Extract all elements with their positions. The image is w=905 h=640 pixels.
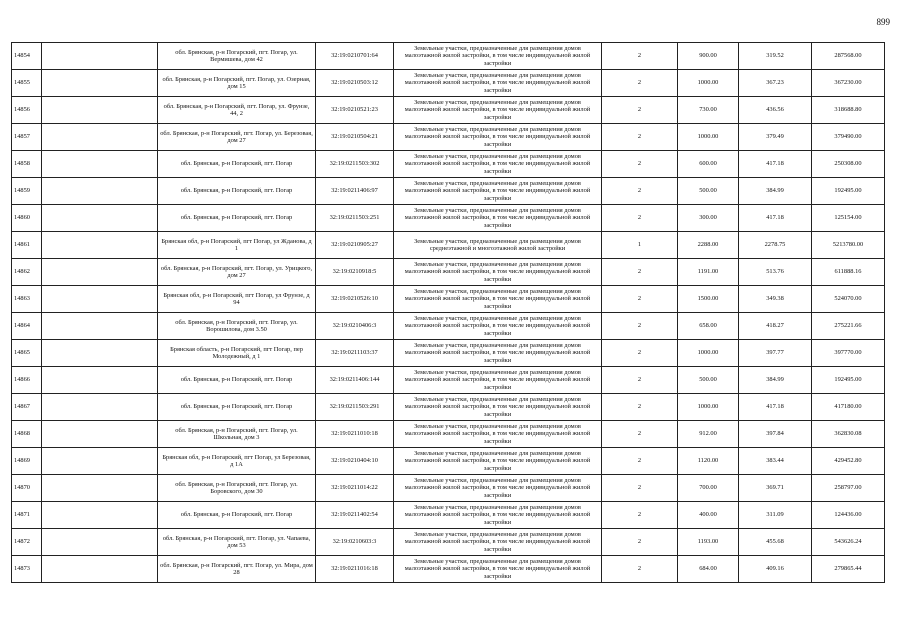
cell-area: 658.00	[678, 313, 739, 340]
cell-record-number: 14872	[12, 529, 42, 556]
cell-address: обл. Брянская, р-н Погарский, пгт. Погар, ул. Урицкого, дом 27	[158, 259, 316, 286]
cell-permitted-use: Земельные участки, предназначенные для размещения домов малоэтажной жилой застройки, в том числе индивидуальной жилой застройки	[394, 151, 602, 178]
cell-cadastral-value: 258797.00	[812, 475, 885, 502]
cell-group-code: 2	[602, 205, 678, 232]
table-row	[12, 178, 885, 205]
cell-area: 500.00	[678, 367, 739, 394]
cell-specific-value: 2278.75	[739, 232, 812, 259]
cell-permitted-use: Земельные участки, предназначенные для размещения домов среднеэтажной и многоэтажной жилой застройки	[394, 232, 602, 259]
cell-area: 1000.00	[678, 70, 739, 97]
cell-group-code: 2	[602, 259, 678, 286]
cell-permitted-use: Земельные участки, предназначенные для размещения домов малоэтажной жилой застройки, в том числе индивидуальной жилой застройки	[394, 178, 602, 205]
cell-cadastral-value: 379490.00	[812, 124, 885, 151]
cell-record-number: 14873	[12, 556, 42, 583]
cell-record-number: 14860	[12, 205, 42, 232]
cell-cadastral-number: 32:19:0210404:10	[316, 448, 394, 475]
cell-permitted-use: Земельные участки, предназначенные для размещения домов малоэтажной жилой застройки, в том числе индивидуальной жилой застройки	[394, 475, 602, 502]
cell-cadastral-number: 32:19:0211406:97	[316, 178, 394, 205]
cell-cadastral-number: 32:19:0210701:64	[316, 43, 394, 70]
cell-area: 1193.00	[678, 529, 739, 556]
cell-specific-value: 384.99	[739, 367, 812, 394]
cell-cadastral-value: 367230.00	[812, 70, 885, 97]
cell-address: обл. Брянская, р-н Погарский, пгт. Погар	[158, 367, 316, 394]
cell-cadastral-value: 397770.00	[812, 340, 885, 367]
cell-address: обл. Брянская, р-н Погарский, пгт. Погар, ул. Фрунзе, 44, 2	[158, 97, 316, 124]
cell-cadastral-number: 32:19:0210504:21	[316, 124, 394, 151]
cell-empty	[42, 340, 158, 367]
cell-cadastral-value: 250308.00	[812, 151, 885, 178]
cell-record-number: 14855	[12, 70, 42, 97]
cell-address: обл. Брянская, р-н Погарский, пгт. Погар, ул. Березовая, дом 27	[158, 124, 316, 151]
cell-specific-value: 397.77	[739, 340, 812, 367]
table-row	[12, 475, 885, 502]
table-row	[12, 421, 885, 448]
cell-specific-value: 417.18	[739, 394, 812, 421]
cell-specific-value: 319.52	[739, 43, 812, 70]
cell-record-number: 14870	[12, 475, 42, 502]
cell-specific-value: 383.44	[739, 448, 812, 475]
cell-cadastral-number: 32:19:0210905:27	[316, 232, 394, 259]
cell-empty	[42, 124, 158, 151]
cell-empty	[42, 502, 158, 529]
cell-group-code: 2	[602, 70, 678, 97]
table-row	[12, 286, 885, 313]
cell-cadastral-number: 32:19:0210521:23	[316, 97, 394, 124]
cell-specific-value: 417.18	[739, 205, 812, 232]
cell-area: 1120.00	[678, 448, 739, 475]
cell-cadastral-value: 192495.00	[812, 367, 885, 394]
cell-specific-value: 397.84	[739, 421, 812, 448]
cell-area: 1000.00	[678, 394, 739, 421]
cell-cadastral-value: 275221.66	[812, 313, 885, 340]
cell-cadastral-number: 32:19:0211503:302	[316, 151, 394, 178]
cell-empty	[42, 97, 158, 124]
cell-record-number: 14871	[12, 502, 42, 529]
cell-area: 684.00	[678, 556, 739, 583]
cell-specific-value: 367.23	[739, 70, 812, 97]
table-row	[12, 70, 885, 97]
cell-permitted-use: Земельные участки, предназначенные для размещения домов малоэтажной жилой застройки, в том числе индивидуальной жилой застройки	[394, 97, 602, 124]
cell-area: 2288.00	[678, 232, 739, 259]
cell-cadastral-value: 125154.00	[812, 205, 885, 232]
cell-specific-value: 418.27	[739, 313, 812, 340]
cell-area: 1500.00	[678, 286, 739, 313]
cell-group-code: 2	[602, 367, 678, 394]
cell-cadastral-value: 192495.00	[812, 178, 885, 205]
table-row	[12, 367, 885, 394]
cell-address: обл. Брянская, р-н Погарский, пгт. Погар, ул. Озерная, дом 15	[158, 70, 316, 97]
table-row	[12, 394, 885, 421]
cell-address: обл. Брянская, р-н Погарский, пгт. Погар	[158, 205, 316, 232]
cell-cadastral-value: 417180.00	[812, 394, 885, 421]
cell-cadastral-value: 429452.80	[812, 448, 885, 475]
cell-area: 400.00	[678, 502, 739, 529]
cell-address: обл. Брянская, р-н Погарский, пгт. Погар	[158, 151, 316, 178]
cell-group-code: 2	[602, 529, 678, 556]
cell-area: 500.00	[678, 178, 739, 205]
cell-address: обл. Брянская, р-н Погарский, пгт. Погар, ул. Боровского, дом 30	[158, 475, 316, 502]
cell-cadastral-number: 32:19:0211406:144	[316, 367, 394, 394]
cell-group-code: 2	[602, 124, 678, 151]
cell-empty	[42, 151, 158, 178]
cell-cadastral-number: 32:19:0211103:37	[316, 340, 394, 367]
page-number: 899	[876, 17, 890, 27]
cell-empty	[42, 286, 158, 313]
cell-specific-value: 349.38	[739, 286, 812, 313]
cell-group-code: 2	[602, 340, 678, 367]
cell-group-code: 2	[602, 97, 678, 124]
cell-empty	[42, 178, 158, 205]
cell-record-number: 14859	[12, 178, 42, 205]
cell-group-code: 2	[602, 556, 678, 583]
table-row	[12, 313, 885, 340]
cell-address: Брянская обл, р-н Погарский, пгт Погар, ул Жданова, д 1	[158, 232, 316, 259]
cell-area: 912.00	[678, 421, 739, 448]
cell-cadastral-value: 124436.00	[812, 502, 885, 529]
table-row	[12, 151, 885, 178]
cell-permitted-use: Земельные участки, предназначенные для размещения домов малоэтажной жилой застройки, в том числе индивидуальной жилой застройки	[394, 43, 602, 70]
cell-cadastral-number: 32:19:0210526:10	[316, 286, 394, 313]
cell-permitted-use: Земельные участки, предназначенные для размещения домов малоэтажной жилой застройки, в том числе индивидуальной жилой застройки	[394, 502, 602, 529]
cell-group-code: 2	[602, 178, 678, 205]
table-row	[12, 448, 885, 475]
table-row	[12, 43, 885, 70]
table-row	[12, 232, 885, 259]
cell-permitted-use: Земельные участки, предназначенные для размещения домов малоэтажной жилой застройки, в том числе индивидуальной жилой застройки	[394, 421, 602, 448]
cell-group-code: 2	[602, 421, 678, 448]
cell-cadastral-value: 362830.08	[812, 421, 885, 448]
cell-specific-value: 513.76	[739, 259, 812, 286]
cell-empty	[42, 205, 158, 232]
cell-group-code: 2	[602, 448, 678, 475]
cell-permitted-use: Земельные участки, предназначенные для размещения домов малоэтажной жилой застройки, в том числе индивидуальной жилой застройки	[394, 70, 602, 97]
cell-address: обл. Брянская, р-н Погарский, пгт. Погар, ул. Чапаева, дом 53	[158, 529, 316, 556]
cell-address: Брянская обл, р-н Погарский, пгт Погар, ул Березовая, д 1А	[158, 448, 316, 475]
cell-record-number: 14869	[12, 448, 42, 475]
table-body	[12, 43, 885, 583]
cell-empty	[42, 313, 158, 340]
cell-record-number: 14864	[12, 313, 42, 340]
cell-record-number: 14861	[12, 232, 42, 259]
cell-area: 1000.00	[678, 340, 739, 367]
cell-cadastral-value: 287568.00	[812, 43, 885, 70]
cell-area: 300.00	[678, 205, 739, 232]
cell-empty	[42, 475, 158, 502]
cell-cadastral-number: 32:19:0210918:5	[316, 259, 394, 286]
cell-record-number: 14865	[12, 340, 42, 367]
cell-address: обл. Брянская, р-н Погарский, пгт. Погар, ул. Ворошилова, дом 3.50	[158, 313, 316, 340]
cell-record-number: 14857	[12, 124, 42, 151]
cell-permitted-use: Земельные участки, предназначенные для размещения домов малоэтажной жилой застройки, в том числе индивидуальной жилой застройки	[394, 340, 602, 367]
cell-permitted-use: Земельные участки, предназначенные для размещения домов малоэтажной жилой застройки, в том числе индивидуальной жилой застройки	[394, 448, 602, 475]
cell-specific-value: 311.09	[739, 502, 812, 529]
cell-permitted-use: Земельные участки, предназначенные для размещения домов малоэтажной жилой застройки, в том числе индивидуальной жилой застройки	[394, 367, 602, 394]
cell-cadastral-number: 32:19:0211016:18	[316, 556, 394, 583]
cell-area: 730.00	[678, 97, 739, 124]
cell-permitted-use: Земельные участки, предназначенные для размещения домов малоэтажной жилой застройки, в том числе индивидуальной жилой застройки	[394, 529, 602, 556]
cell-permitted-use: Земельные участки, предназначенные для размещения домов малоэтажной жилой застройки, в том числе индивидуальной жилой застройки	[394, 259, 602, 286]
cell-address: обл. Брянская, р-н Погарский, пгт. Погар	[158, 394, 316, 421]
cell-empty	[42, 394, 158, 421]
cell-specific-value: 384.99	[739, 178, 812, 205]
cell-empty	[42, 259, 158, 286]
cell-group-code: 1	[602, 232, 678, 259]
cell-group-code: 2	[602, 151, 678, 178]
cell-cadastral-value: 611888.16	[812, 259, 885, 286]
cell-record-number: 14863	[12, 286, 42, 313]
cell-area: 900.00	[678, 43, 739, 70]
table-row	[12, 340, 885, 367]
cell-empty	[42, 70, 158, 97]
cell-specific-value: 409.16	[739, 556, 812, 583]
cell-group-code: 2	[602, 313, 678, 340]
cell-cadastral-value: 524070.00	[812, 286, 885, 313]
cell-address: Брянская обл, р-н Погарский, пгт Погар, ул Фрунзе, д 94	[158, 286, 316, 313]
cell-empty	[42, 43, 158, 70]
cell-cadastral-number: 32:19:0211010:18	[316, 421, 394, 448]
cell-area: 1000.00	[678, 124, 739, 151]
cell-area: 600.00	[678, 151, 739, 178]
cell-address: обл. Брянская, р-н Погарский, пгт. Погар, ул. Мира, дом 28	[158, 556, 316, 583]
cell-empty	[42, 367, 158, 394]
cell-empty	[42, 529, 158, 556]
cell-address: обл. Брянская, р-н Погарский, пгт. Погар	[158, 178, 316, 205]
cell-permitted-use: Земельные участки, предназначенные для размещения домов малоэтажной жилой застройки, в том числе индивидуальной жилой застройки	[394, 313, 602, 340]
cell-address: обл. Брянская, р-н Погарский, пгт. Погар, ул. Школьная, дом 3	[158, 421, 316, 448]
cell-empty	[42, 448, 158, 475]
cell-record-number: 14868	[12, 421, 42, 448]
table-row	[12, 556, 885, 583]
cell-area: 1191.00	[678, 259, 739, 286]
land-registry-table	[11, 42, 885, 583]
cell-specific-value: 369.71	[739, 475, 812, 502]
cell-permitted-use: Земельные участки, предназначенные для размещения домов малоэтажной жилой застройки, в том числе индивидуальной жилой застройки	[394, 556, 602, 583]
table-row	[12, 124, 885, 151]
cell-cadastral-value: 5213780.00	[812, 232, 885, 259]
cell-address: обл. Брянская, р-н Погарский, пгт. Погар	[158, 502, 316, 529]
cell-cadastral-number: 32:19:0211503:291	[316, 394, 394, 421]
table-row	[12, 502, 885, 529]
cell-cadastral-number: 32:19:0210603:3	[316, 529, 394, 556]
cell-cadastral-value: 543626.24	[812, 529, 885, 556]
cell-record-number: 14866	[12, 367, 42, 394]
cell-cadastral-value: 318688.80	[812, 97, 885, 124]
cell-specific-value: 436.56	[739, 97, 812, 124]
cell-group-code: 2	[602, 394, 678, 421]
cell-empty	[42, 232, 158, 259]
cell-cadastral-value: 279865.44	[812, 556, 885, 583]
cell-address: Брянская область, р-н Погарский, пгт Погар, пер Молодежный, д 1	[158, 340, 316, 367]
cell-cadastral-number: 32:19:0211402:54	[316, 502, 394, 529]
cell-cadastral-number: 32:19:0210406:3	[316, 313, 394, 340]
cell-permitted-use: Земельные участки, предназначенные для размещения домов малоэтажной жилой застройки, в том числе индивидуальной жилой застройки	[394, 205, 602, 232]
cell-group-code: 2	[602, 502, 678, 529]
cell-record-number: 14867	[12, 394, 42, 421]
cell-record-number: 14858	[12, 151, 42, 178]
cell-address: обл. Брянская, р-н Погарский, пгт. Погар, ул. Вермишева, дом 42	[158, 43, 316, 70]
table-row	[12, 205, 885, 232]
cell-empty	[42, 421, 158, 448]
cell-group-code: 2	[602, 43, 678, 70]
cell-cadastral-number: 32:19:0211014:22	[316, 475, 394, 502]
cell-cadastral-number: 32:19:0210503:12	[316, 70, 394, 97]
cell-group-code: 2	[602, 286, 678, 313]
cell-specific-value: 379.49	[739, 124, 812, 151]
table-row	[12, 259, 885, 286]
cell-area: 700.00	[678, 475, 739, 502]
cell-permitted-use: Земельные участки, предназначенные для размещения домов малоэтажной жилой застройки, в том числе индивидуальной жилой застройки	[394, 394, 602, 421]
cell-specific-value: 417.18	[739, 151, 812, 178]
cell-empty	[42, 556, 158, 583]
cell-record-number: 14854	[12, 43, 42, 70]
cell-record-number: 14862	[12, 259, 42, 286]
cell-cadastral-number: 32:19:0211503:251	[316, 205, 394, 232]
cell-group-code: 2	[602, 475, 678, 502]
table-row	[12, 97, 885, 124]
cell-specific-value: 455.68	[739, 529, 812, 556]
table-row	[12, 529, 885, 556]
cell-permitted-use: Земельные участки, предназначенные для размещения домов малоэтажной жилой застройки, в том числе индивидуальной жилой застройки	[394, 124, 602, 151]
cell-permitted-use: Земельные участки, предназначенные для размещения домов малоэтажной жилой застройки, в том числе индивидуальной жилой застройки	[394, 286, 602, 313]
cell-record-number: 14856	[12, 97, 42, 124]
